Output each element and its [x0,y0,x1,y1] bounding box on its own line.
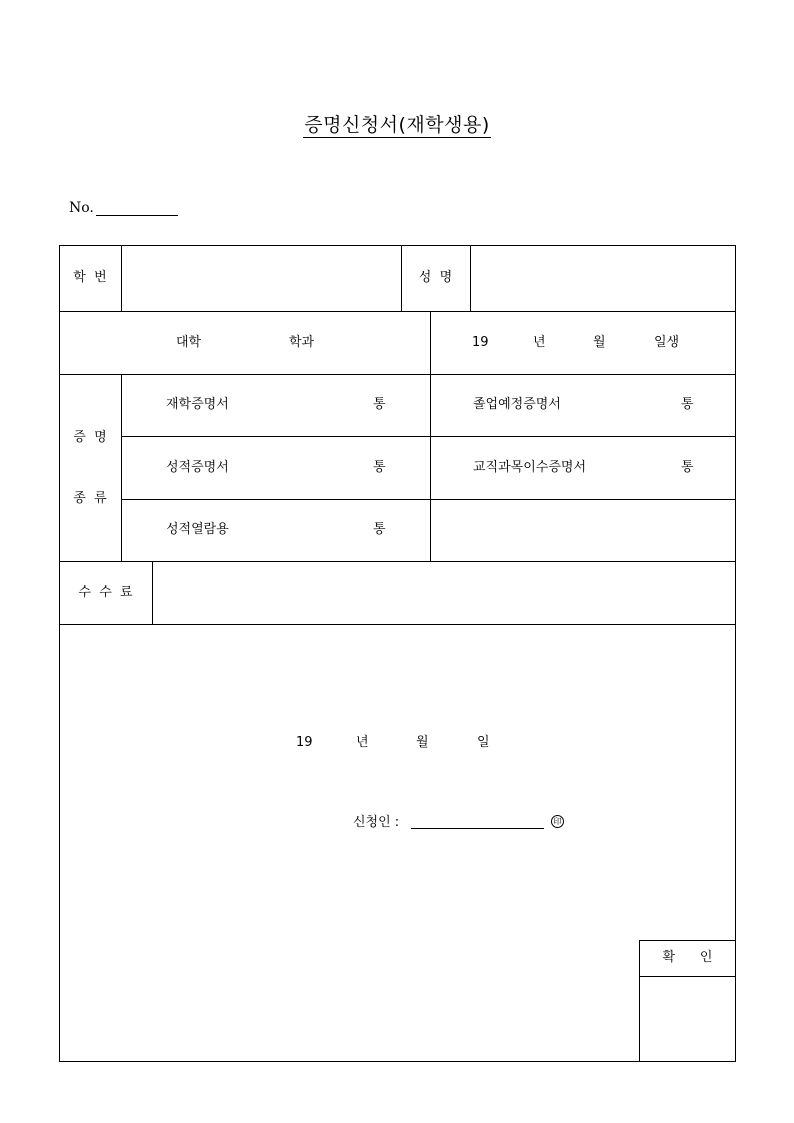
confirm-stamp-area[interactable] [640,977,735,1060]
date-year-unit: 년 [356,735,369,750]
birth-year-prefix: 19 [472,335,489,350]
cert-type-label-bottom: 종 류 [73,491,107,506]
applicant-label: 신청인 : [353,815,400,830]
cert-teaching-course-unit[interactable]: 통 [681,460,694,475]
department-label: 학과 [289,335,315,350]
cert-transcript-unit[interactable]: 통 [373,460,386,475]
confirm-label: 확 인 [662,950,713,965]
cert-teaching-course-label: 교직과목이수증명서 [473,460,587,475]
cert-expected-graduation-unit[interactable]: 통 [681,397,694,412]
cert-grade-view-unit[interactable]: 통 [373,522,386,537]
fee-label: 수 수 료 [78,585,133,600]
college-label: 대학 [176,335,202,350]
birth-year-unit: 년 [533,335,546,350]
birth-day-unit: 일생 [654,335,680,350]
cert-transcript-label: 성적증명서 [166,460,229,475]
name-field[interactable] [471,246,734,310]
cert-expected-graduation-label: 졸업예정증명서 [473,397,561,412]
date-year-prefix: 19 [296,735,313,750]
cert-enrollment-unit[interactable]: 통 [373,397,386,412]
cert-enrollment-label: 재학증명서 [166,397,229,412]
student-id-label: 학 번 [73,270,107,285]
fee-field[interactable] [153,562,734,623]
cert-type-label-top: 증 명 [73,430,107,445]
date-day-unit: 일 [477,735,490,750]
name-label: 성 명 [418,270,453,285]
date-month-unit: 월 [416,735,429,750]
form-number-field[interactable] [96,215,178,216]
birth-month-unit: 월 [593,335,606,350]
applicant-signature-field[interactable] [411,828,544,829]
seal-mark: 印 [551,815,564,828]
student-id-field[interactable] [122,246,400,310]
cert-grade-view-label: 성적열람용 [166,522,229,537]
form-number-label: No. [69,200,94,216]
form-title: 증명신청서(재학생용) [304,114,490,136]
